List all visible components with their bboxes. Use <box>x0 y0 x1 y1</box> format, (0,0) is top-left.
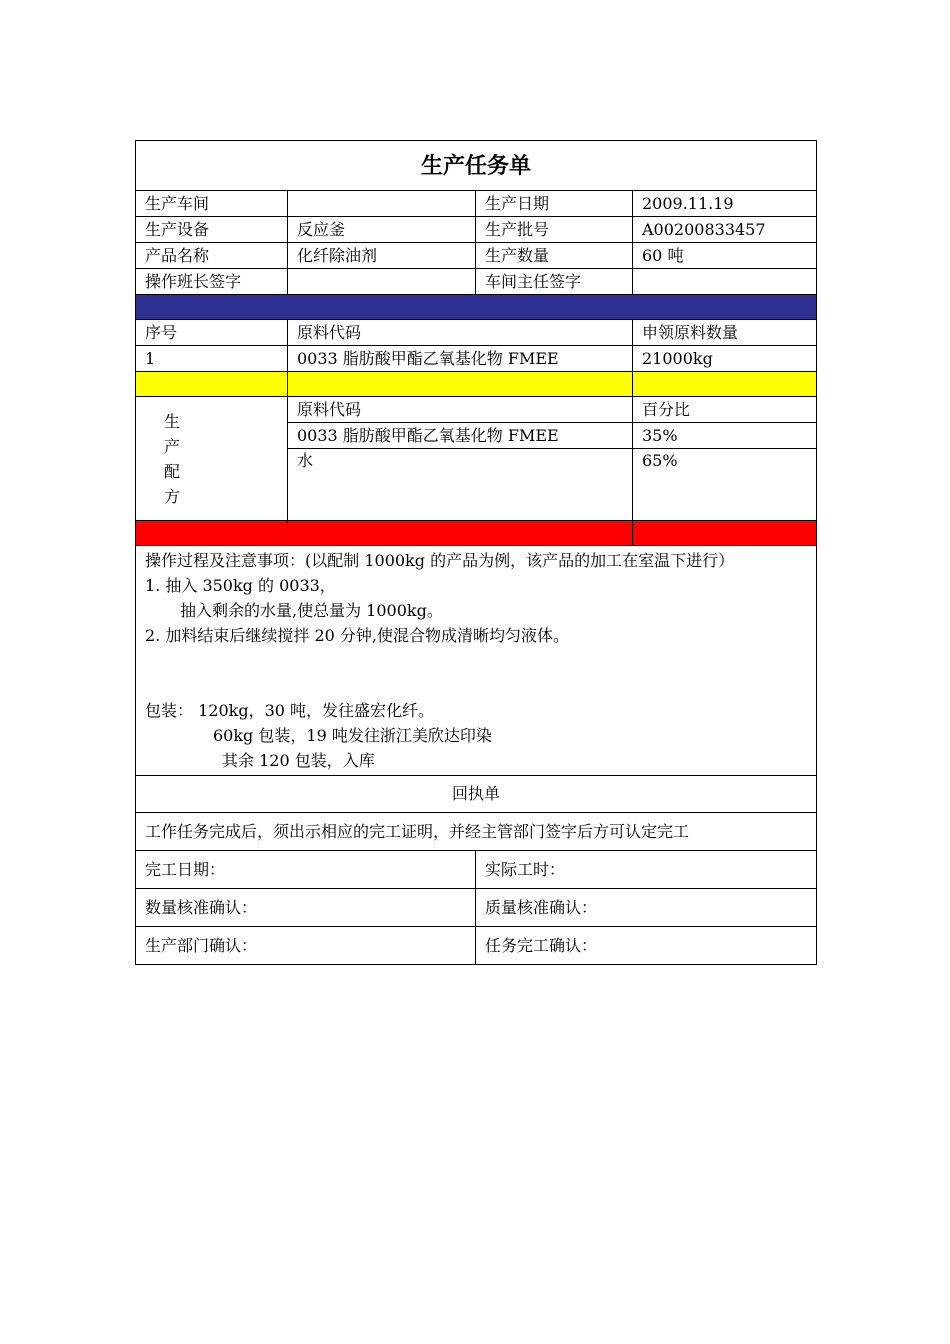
red-band <box>136 521 817 546</box>
operation-notes <box>136 546 817 776</box>
formula-code: 水 <box>288 449 633 521</box>
material-row <box>136 346 817 372</box>
completion-date-field[interactable]: 完工日期： <box>136 851 476 889</box>
formula-label-char: 方 <box>164 486 181 506</box>
notes-gap <box>145 648 816 698</box>
yellow-cell-2 <box>288 372 633 397</box>
dept-confirm-field[interactable]: 生产部门确认： <box>136 927 476 965</box>
task-confirm-field[interactable]: 任务完工确认： <box>476 927 817 965</box>
director-signature[interactable] <box>633 269 817 295</box>
quantity-confirm-field[interactable]: 数量核准确认： <box>136 889 476 927</box>
receipt-instruction: 工作任务完成后，须出示相应的完工证明，并经主管部门签字后方可认定完工 <box>136 813 817 851</box>
task-table <box>135 140 817 965</box>
actual-hours-field[interactable]: 实际工时： <box>476 851 817 889</box>
production-task-form <box>135 140 816 965</box>
formula-label <box>136 397 288 521</box>
notes-heading: 操作过程及注意事项：(以配制 1000kg 的产品为例，该产品的加工在室温下进行） <box>145 551 735 570</box>
notes-step2: 2. 加料结束后继续搅拌 20 分钟,使混合物成清晰均匀液体。 <box>145 626 569 645</box>
director-label: 车间主任签字 <box>476 269 633 295</box>
formula-pct: 65% <box>633 449 817 521</box>
formula-header-pct: 百分比 <box>633 397 817 423</box>
formula-header-code: 原料代码 <box>288 397 633 423</box>
formula-label-char: 产 <box>164 436 181 456</box>
red-cell-3 <box>633 521 817 546</box>
product-value[interactable]: 化纤除油剂 <box>288 243 476 269</box>
formula-code: 0033 脂肪酸甲酯乙氧基化物 FMEE <box>288 423 633 449</box>
product-label: 产品名称 <box>136 243 288 269</box>
workshop-label: 生产车间 <box>136 191 288 217</box>
notes-step1: 1. 抽入 350kg 的 0033， <box>145 576 336 595</box>
quantity-value[interactable]: 60 吨 <box>633 243 817 269</box>
quality-confirm-field[interactable]: 质量核准确认： <box>476 889 817 927</box>
yellow-band <box>136 372 817 397</box>
yellow-cell-1 <box>136 372 288 397</box>
red-cell-2 <box>288 521 633 546</box>
formula-label-char: 配 <box>164 461 181 481</box>
material-code: 0033 脂肪酸甲酯乙氧基化物 FMEE <box>288 346 633 372</box>
quantity-label: 生产数量 <box>476 243 633 269</box>
material-header-no: 序号 <box>136 320 288 346</box>
material-no: 1 <box>136 346 288 372</box>
date-label: 生产日期 <box>476 191 633 217</box>
red-cell-1 <box>136 521 288 546</box>
team-leader-label: 操作班长签字 <box>136 269 288 295</box>
workshop-value[interactable] <box>288 191 476 217</box>
blue-band <box>136 295 817 320</box>
receipt-title: 回执单 <box>136 776 817 813</box>
equipment-value[interactable]: 反应釜 <box>288 217 476 243</box>
equipment-label: 生产设备 <box>136 217 288 243</box>
team-leader-signature[interactable] <box>288 269 476 295</box>
packing-line-1: 包装： 120kg，30 吨，发往盛宏化纤。 <box>145 701 435 720</box>
material-qty: 21000kg <box>633 346 817 372</box>
material-header-qty: 申领原料数量 <box>633 320 817 346</box>
packing-line-2: 60kg 包装，19 吨发往浙江美欣达印染 <box>213 726 492 745</box>
batch-label: 生产批号 <box>476 217 633 243</box>
notes-step1-cont: 抽入剩余的水量,使总量为 1000kg。 <box>180 601 443 620</box>
blue-band-cell <box>136 295 817 320</box>
yellow-cell-3 <box>633 372 817 397</box>
material-header-code: 原料代码 <box>288 320 633 346</box>
formula-label-char: 生 <box>164 411 181 431</box>
form-title: 生产任务单 <box>136 141 817 191</box>
batch-value[interactable]: A00200833457 <box>633 217 817 243</box>
formula-pct: 35% <box>633 423 817 449</box>
packing-line-3: 其余 120 包装，入库 <box>222 751 375 770</box>
date-value[interactable]: 2009.11.19 <box>633 191 817 217</box>
